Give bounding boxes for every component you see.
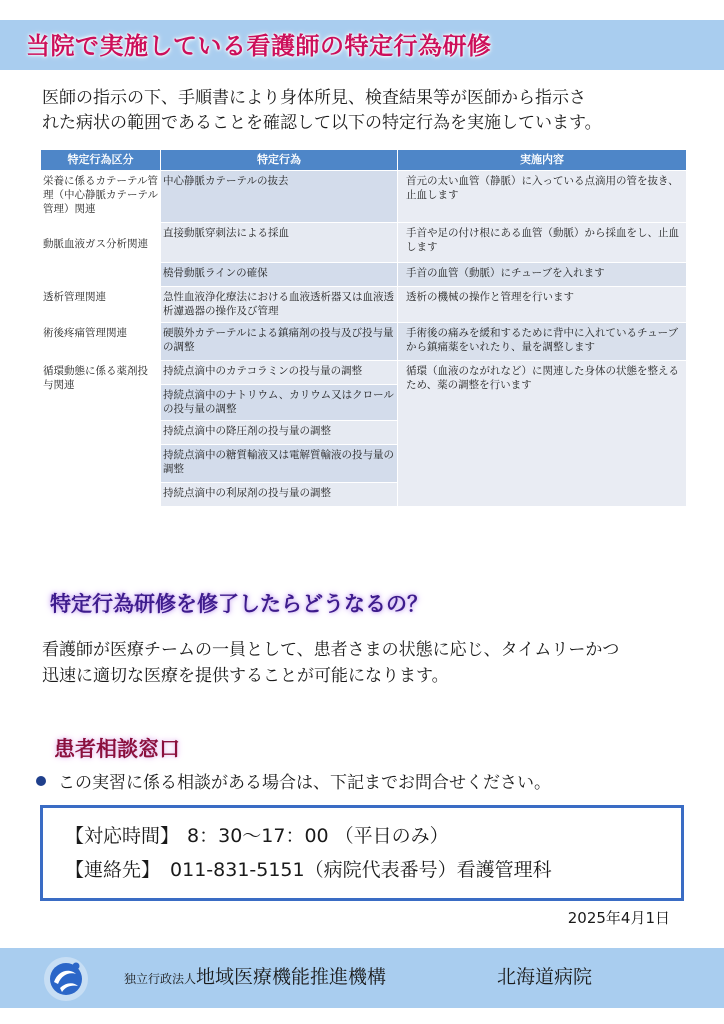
act-cell: 急性血液浄化療法における血液透析器又は血液透析濾過器の操作及び管理 [161, 287, 398, 323]
consultation-bullet [36, 770, 551, 796]
act-cell: 持続点滴中の利尿剤の投与量の調整 [161, 483, 398, 507]
category-cell: 術後疼痛管理関連 [41, 323, 161, 361]
table-header-row [41, 150, 687, 171]
category-cell: 透析管理関連 [41, 287, 161, 323]
category-cell: 循環動態に係る薬剤投与関連 [41, 361, 161, 507]
detail-cell: 手首の血管（動脈）にチューブを入れます [398, 263, 687, 287]
act-cell: 中心静脈カテーテルの抜去 [161, 171, 398, 223]
bullet-icon [36, 776, 46, 786]
organization-prefix: 独立行政法人 [124, 972, 197, 986]
issue-date: 2025年4月1日 [567, 909, 670, 927]
table-row [41, 323, 687, 361]
detail-cell: 手首や足の付け根にある血管（動脈）から採血をし、止血します [398, 223, 687, 263]
act-cell: 硬膜外カテーテルによる鎮痛剤の投与及び投与量の調整 [161, 323, 398, 361]
contact-box [40, 805, 684, 901]
act-cell: 持続点滴中のカテコラミンの投与量の調整 [161, 361, 398, 385]
column-header-category: 特定行為区分 [41, 150, 161, 171]
category-cell: 動脈血液ガス分析関連 [41, 223, 161, 287]
contact-hours-value: 8：30～17：00 （平日のみ） [187, 825, 449, 847]
act-cell: 持続点滴中のナトリウム、カリウム又はクロールの投与量の調整 [161, 385, 398, 421]
intro-text [42, 86, 692, 136]
page-title: 当院で実施している看護師の特定行為研修 [26, 32, 492, 60]
act-cell: 直接動脈穿刺法による採血 [161, 223, 398, 263]
act-cell: 持続点滴中の糖質輸液又は電解質輸液の投与量の調整 [161, 445, 398, 483]
section-title-consultation: 患者相談窓口 [54, 737, 180, 761]
contact-phone [65, 856, 552, 884]
column-header-detail: 実施内容 [398, 150, 687, 171]
detail-cell: 手術後の痛みを緩和するために背中に入れているチューブから鎮痛薬をいれたり、量を調整します [398, 323, 687, 361]
footer-organization [124, 964, 386, 990]
detail-cell: 透析の機械の操作と管理を行います [398, 287, 687, 323]
intro-line-1: 医師の指示の下、手順書により身体所見、検査結果等が医師から指示さ [42, 88, 586, 108]
detail-cell: 首元の太い血管（静脈）に入っている点滴用の管を抜き、止血します [398, 171, 687, 223]
after-training-line-1: 看護師が医療チームの一員として、患者さまの状態に応じ、タイムリーかつ [42, 640, 620, 660]
column-header-act: 特定行為 [161, 150, 398, 171]
after-training-text [42, 637, 692, 689]
after-training-line-2: 迅速に適切な医療を提供することが可能になります。 [42, 666, 449, 686]
act-cell: 橈骨動脈ラインの確保 [161, 263, 398, 287]
table-row [41, 171, 687, 223]
specific-acts-table [40, 149, 687, 507]
category-cell: 栄養に係るカテーテル管理（中心静脈カテーテル管理）関連 [41, 171, 161, 223]
table-row [41, 361, 687, 385]
jcho-logo-icon [40, 952, 92, 1004]
footer-hospital-name: 北海道病院 [497, 966, 593, 988]
section-title-after-training: 特定行為研修を修了したらどうなるの？ [50, 592, 428, 616]
contact-hours-label: 【対応時間】 [65, 825, 180, 847]
contact-phone-label: 【連絡先】 [65, 859, 161, 881]
table-row [41, 287, 687, 323]
table-row [41, 223, 687, 263]
contact-phone-value[interactable]: 011-831-5151（病院代表番号）看護管理科 [170, 859, 552, 881]
detail-cell: 循環（血液のながれなど）に関連した身体の状態を整えるため、薬の調整を行います [398, 361, 687, 507]
contact-hours [65, 822, 449, 850]
act-cell: 持続点滴中の降圧剤の投与量の調整 [161, 421, 398, 445]
organization-name: 地域医療機能推進機構 [196, 966, 387, 988]
intro-line-2: れた病状の範囲であることを確認して以下の特定行為を実施しています。 [42, 113, 602, 133]
consultation-bullet-text: この実習に係る相談がある場合は、下記までお問合せください。 [58, 773, 551, 793]
